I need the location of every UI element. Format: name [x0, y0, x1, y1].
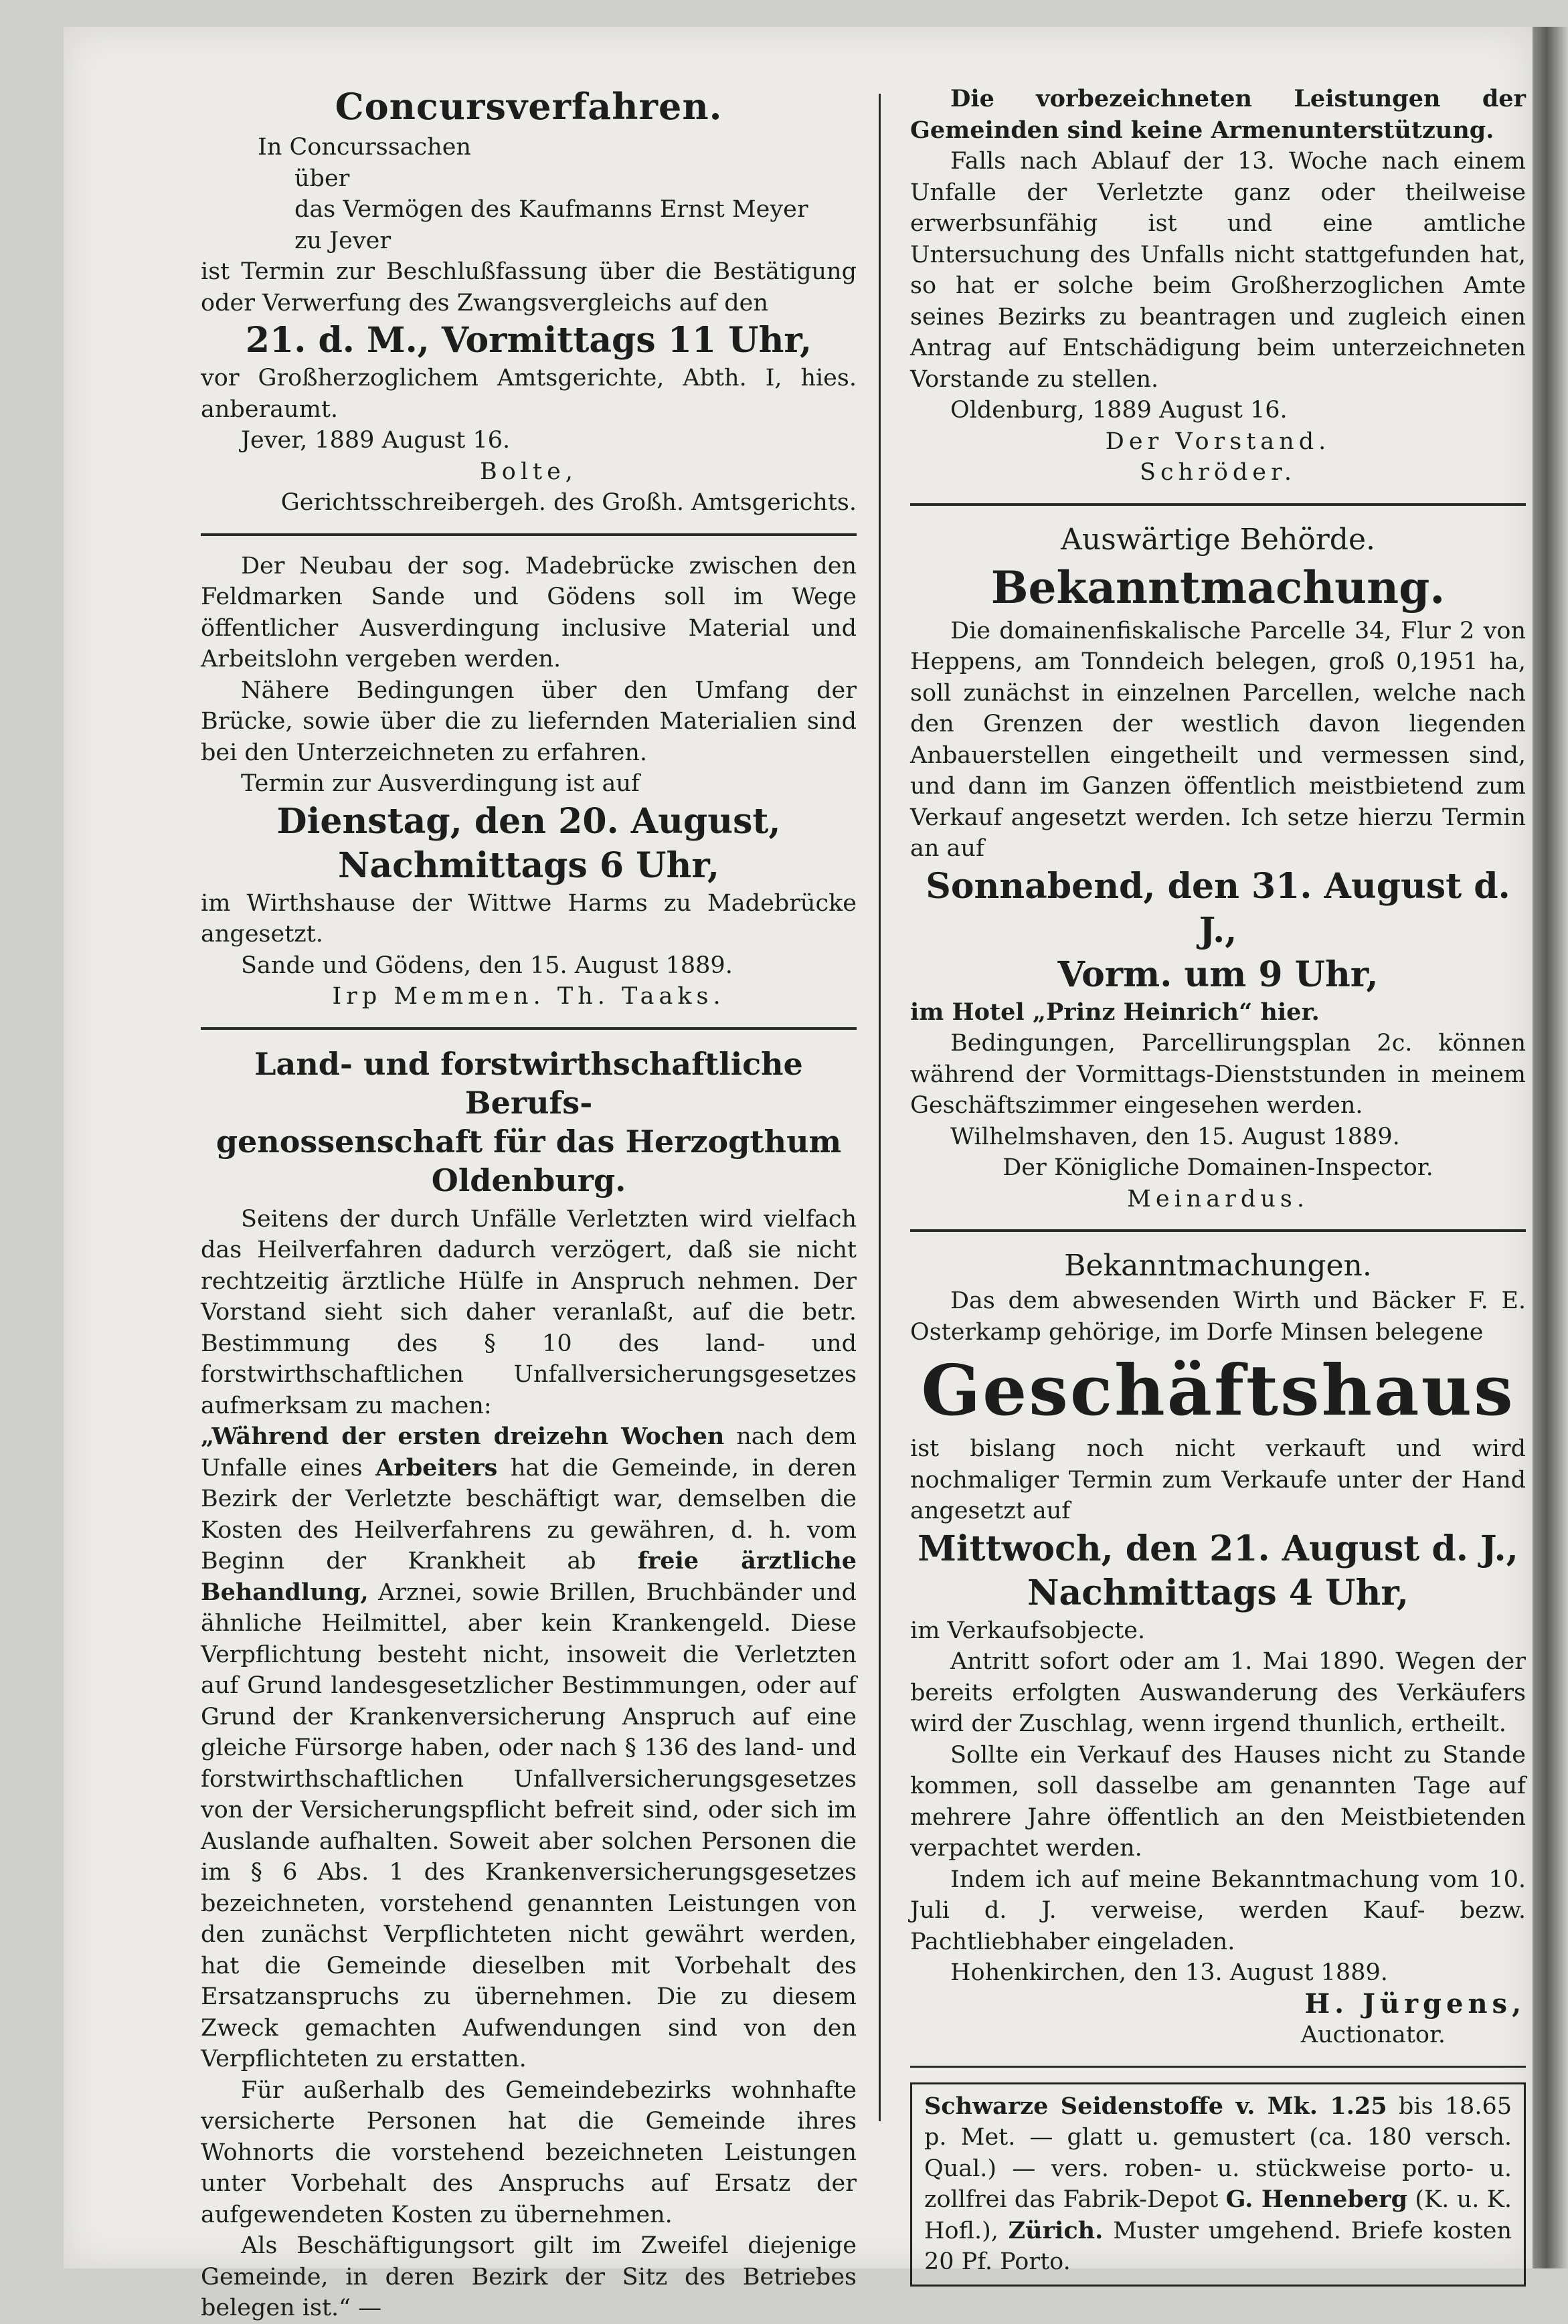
- behoerde-p4: Wilhelmshaven, den 15. August 1889.: [950, 1123, 1400, 1150]
- column-divider: [879, 94, 881, 2121]
- divider-3: [910, 503, 1526, 506]
- genossenschaft-p2-bold-2: Arbeiters: [375, 1453, 498, 1482]
- madebruecke-signature: Irp Memmen. Th. Taaks.: [332, 983, 725, 1010]
- geschaeftshaus-p1: Das dem abwesenden Wirth und Bäcker F. E. Osterkamp gehörige, im Dorfe Minsen belegene: [910, 1287, 1526, 1346]
- genossenschaft-p2-bold-1: „Während der ersten dreizehn Wochen: [201, 1423, 725, 1450]
- genossenschaft-p1: Seitens der durch Unfälle Verletzten wird vielfach das Heilverfahren dadurch verzögert, daß sie nicht rechtzeitig ärztliche Hülfe in Anspruch nehmen. Der Vorstand sieht sich daher veranlaßt, auf die betr. Bestimmung des § 10 des land- und forstwirthschaftlichen Unfallversicherungsgesetzes aufmerksam zu machen:: [201, 1205, 857, 1419]
- continuation-p2: Falls nach Ablauf der 13. Woche nach einem Unfalle der Verletzte ganz oder theilweise erwerbsunfähig ist und eine amtliche Untersuchung des Unfalls nicht stattgefunden hat, so hat er solche beim Großherzoglichen Amte seines Bezirks zu beantragen und zugleich einen Antrag auf Entschädigung beim unterzeichneten Vorstande zu stellen.: [910, 148, 1526, 393]
- right-column: [910, 84, 1526, 2287]
- genossenschaft-continuation: [910, 84, 1526, 488]
- geschaeftshaus-date2: Nachmittags 4 Uhr,: [1027, 1572, 1409, 1613]
- seide-text-3: Muster umgehend. Briefe kosten 20 Pf. Porto.: [924, 2217, 1512, 2275]
- madebruecke-p4: im Wirthshause der Wittwe Harms zu Madebrücke angesetzt.: [201, 889, 857, 948]
- binding-edge: [1533, 27, 1568, 2268]
- madebruecke-p1: Der Neubau der sog. Madebrücke zwischen den Feldmarken Sande und Gödens soll im Wege öffentlicher Ausverdingung inclusive Material und Arbeitslohn vergeben werden.: [201, 552, 857, 673]
- behoerde-p5: Der Königliche Domainen-Inspector.: [1003, 1154, 1433, 1181]
- behoerde-p6: Meinardus.: [1127, 1185, 1309, 1213]
- geschaeftshaus-p8: H. Jürgens,: [1304, 1987, 1526, 2020]
- concurs-office: Gerichtsschreibergeh. des Großh. Amtsgerichts.: [280, 489, 857, 516]
- geschaeftshaus-date1: Mittwoch, den 21. August d. J.,: [918, 1528, 1518, 1569]
- genossenschaft-title-3: Oldenburg.: [431, 1162, 626, 1198]
- left-column: [201, 84, 857, 2324]
- continuation-p3: Oldenburg, 1889 August 16.: [950, 397, 1288, 424]
- genossenschaft-p3: Für außerhalb des Gemeindebezirks wohnhafte versicherte Personen hat die Gemeinde ihres Wohnorts die vorstehend bezeichneten Leistungen unter Vorbehalt des Anspruchs auf Ersatz der aufgewendeten Kosten zu übernehmen.: [201, 2076, 857, 2228]
- concurs-line3: das Vermögen des Kaufmanns Ernst Meyer: [294, 196, 808, 223]
- madebruecke-notice: [201, 551, 857, 1012]
- concurs-notice: [201, 84, 857, 519]
- madebruecke-p3: Termin zur Ausverdingung ist auf: [241, 770, 640, 797]
- seide-bold-2: G. Henneberg: [1225, 2185, 1408, 2213]
- seide-text-1: bis 18.65 p. Met. — glatt u. gemustert (ca. 180 versch. Qual.) — vers. roben- u. stückweise porto- u. zollfrei das Fabrik-Depot: [924, 2092, 1512, 2213]
- genossenschaft-p4: Als Beschäftigungsort gilt im Zweifel diejenige Gemeinde, in deren Bezirk der Sitz des Betriebes belegen ist.“ —: [201, 2232, 857, 2321]
- geschaeftshaus-notice: [910, 1247, 1526, 2051]
- continuation-p4: Der Vorstand.: [1105, 428, 1331, 455]
- seide-bold-1: Schwarze Seidenstoffe v. Mk. 1.25: [924, 2092, 1387, 2120]
- genossenschaft-p2: [201, 1421, 857, 2075]
- genossenschaft-p2-text-3: Arznei, sowie Brillen, Bruchbänder und ähnliche Heilmittel, aber kein Krankengeld. Diese Verpflichtung besteht nicht, insoweit die Verletzten auf Grund landesgesetzlicher Bestimmungen, oder auf Grund der Krankenversicherung Anspruch auf eine gleiche Fürsorge haben, oder nach § 136 des land- und forstwirthschaftlichen Unfallversicherungsgesetzes von der Versicherungspflicht befreit sind, oder sich im Auslande aufhalten. Soweit aber solchen Personen die im § 6 Abs. 1 des Krankenversicherungsgesetzes bezeichneten, vorstehend genannten Leistungen von den zunächst Verpflichteten nicht gewährt werden, hat die Gemeinde dieselben mit Vorbehalt des Ersatzanspruchs zu übernehmen. Die zu diesem Zweck gemachten Aufwendungen sind von den Verpflichteten zu erstatten.: [201, 1579, 857, 2072]
- continuation-p1: Die vorbezeichneten Leistungen der Gemeinden sind keine Armenunterstützung.: [910, 85, 1526, 144]
- concurs-line4: zu Jever: [294, 227, 391, 254]
- genossenschaft-title-2: genossenschaft für das Herzogthum: [215, 1123, 842, 1160]
- divider-5: [910, 2066, 1526, 2068]
- seide-text: [924, 2091, 1512, 2278]
- genossenschaft-title-1: Land- und forstwirthschaftliche Berufs-: [254, 1045, 803, 1121]
- madebruecke-p2: Nähere Bedingungen über den Umfang der Brücke, sowie über die zu liefernden Materialien sind bei den Unterzeichneten zu erfahren.: [201, 677, 857, 766]
- concurs-title: Concursverfahren.: [335, 85, 723, 128]
- genossenschaft-p2-bold-3: freie ärztliche Behandlung,: [201, 1547, 857, 1606]
- behoerde-p1: Die domainenfiskalische Parcelle 34, Flur 2 von Heppens, am Tonndeich belegen, groß 0,1951 ha, soll zunächst in einzelnen Parcellen, welche nach den Grenzen der westlich davon liegenden Anbauerstellen eingetheilt und vermessen sind, und dann im Ganzen öffentlich meistbietend zum Verkauf angesetzt werden. Ich setze hierzu Termin an auf: [910, 617, 1526, 862]
- concurs-line1: In Concurssachen: [258, 134, 471, 161]
- madebruecke-p5: Sande und Gödens, den 15. August 1889.: [241, 952, 733, 979]
- concurs-line7: Jever, 1889 August 16.: [241, 427, 511, 454]
- geschaeftshaus-p7: Hohenkirchen, den 13. August 1889.: [950, 1959, 1388, 1986]
- genossenschaft-p2-text-1: nach dem Unfalle eines: [201, 1423, 857, 1482]
- geschaeftshaus-p3: im Verkaufsobjecte.: [910, 1617, 1146, 1644]
- behoerde-head: Auswärtige Behörde.: [1061, 522, 1375, 557]
- behoerde-title: Bekanntmachung.: [990, 561, 1446, 614]
- geschaeftshaus-p6: Indem ich auf meine Bekanntmachung vom 10. Juli d. J. verweise, werden Kauf- bezw. Pachtliebhaber eingeladen.: [910, 1866, 1526, 1955]
- seide-text-2: (K. u. K. Hofl.),: [924, 2186, 1512, 2244]
- concurs-line5: ist Termin zur Beschlußfassung über die Bestätigung oder Verwerfung des Zwangsvergleichs auf den: [201, 258, 857, 317]
- concurs-line2: über: [294, 165, 350, 192]
- divider-4: [910, 1229, 1526, 1232]
- genossenschaft-p2-text-2: hat die Gemeinde, in deren Bezirk der Verletzte beschäftigt war, demselben die Kosten des Heilverfahrens zu gewähren, d. h. vom Beginn der Krankheit ab: [201, 1454, 857, 1575]
- concurs-line6: vor Großherzoglichem Amtsgerichte, Abth. I, hies. anberaumt.: [201, 365, 857, 423]
- divider-1: [201, 533, 857, 536]
- behoerde-date1: Sonnabend, den 31. August d. J.,: [926, 865, 1510, 951]
- geschaeftshaus-p2: ist bislang noch nicht verkauft und wird nochmaliger Termin zum Verkaufe unter der Hand angesetzt auf: [910, 1435, 1526, 1524]
- geschaeftshaus-p9: Auctionator.: [1300, 2022, 1446, 2048]
- continuation-p5: Schröder.: [1139, 459, 1297, 486]
- geschaeftshaus-title: Geschäftshaus: [921, 1349, 1515, 1431]
- concurs-signature: Bolte,: [480, 458, 578, 485]
- madebruecke-date1: Dienstag, den 20. August,: [276, 800, 781, 842]
- concurs-date: 21. d. M., Vormittags 11 Uhr,: [245, 320, 812, 361]
- divider-2: [201, 1027, 857, 1030]
- geschaeftshaus-head: Bekanntmachungen.: [1064, 1249, 1372, 1283]
- seide-bold-3: Zürich.: [1008, 2216, 1104, 2244]
- behoerde-p3: Bedingungen, Parcellirungsplan 2c. können während der Vormittags-Dienststunden in meinem Geschäftszimmer eingesehen werden.: [910, 1030, 1526, 1119]
- madebruecke-date2: Nachmittags 6 Uhr,: [337, 844, 720, 886]
- seide-advert: [910, 2082, 1526, 2287]
- behoerde-notice: [910, 521, 1526, 1215]
- behoerde-p2: im Hotel „Prinz Heinrich“ hier.: [910, 998, 1320, 1026]
- geschaeftshaus-p5: Sollte ein Verkauf des Hauses nicht zu Stande kommen, soll dasselbe am genannten Tage auf mehrere Jahre öffentlich an den Meistbietenden verpachtet werden.: [910, 1741, 1526, 1862]
- genossenschaft-notice: [201, 1045, 857, 2324]
- geschaeftshaus-p4: Antritt sofort oder am 1. Mai 1890. Wegen der bereits erfolgten Auswanderung des Verkäufers wird der Zuschlag, wenn irgend thunlich, ertheilt.: [910, 1648, 1526, 1737]
- behoerde-date2: Vorm. um 9 Uhr,: [1057, 954, 1379, 995]
